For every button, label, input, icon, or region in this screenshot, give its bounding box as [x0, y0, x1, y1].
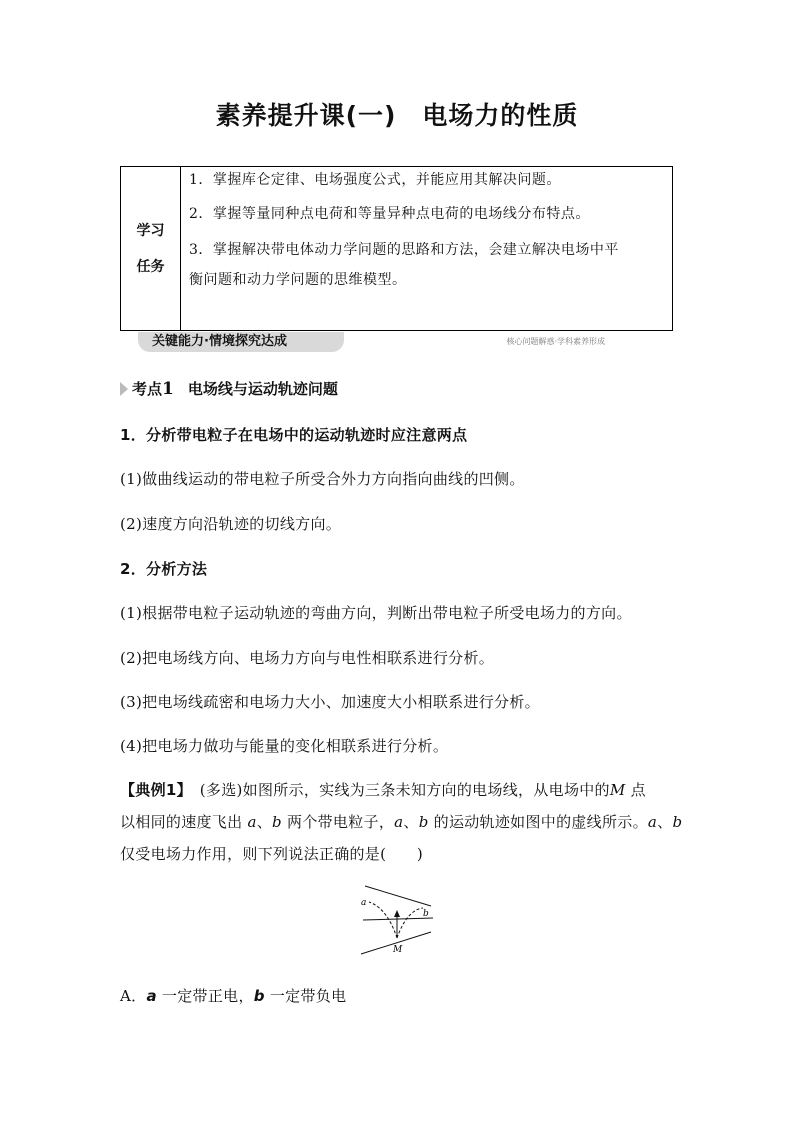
section1-heading: 1．分析带电粒子在电场中的运动轨迹时应注意两点 — [120, 426, 468, 444]
task-item-3-cont: 衡问题和动力学问题的思维模型。 — [189, 272, 407, 288]
learning-tasks-table — [120, 166, 673, 331]
example-text-2a: 以相同的速度飞出 — [120, 813, 248, 831]
example-line-3: 仅受电场力作用，则下列说法正确的是( ) — [120, 845, 424, 863]
section2-item-1: (1)根据带电粒子运动轨迹的弯曲方向，判断出带电粒子所受电场力的方向。 — [120, 604, 632, 622]
band-subtitle: 核心问题解惑·学科素养形成 — [506, 337, 605, 346]
figure-label-M: M — [393, 945, 403, 955]
example-var-a2: a — [394, 813, 404, 831]
example-text-2c: 的运动轨迹如图中的虚线所示。 — [428, 813, 648, 831]
option-a-var-a: a — [146, 987, 157, 1005]
task-item-2: 2．掌握等量同种点电荷和等量异种点电荷的电场线分布特点。 — [189, 206, 590, 222]
arrow-head-icon — [394, 910, 400, 917]
section2-item-2: (2)把电场线方向、电场力方向与电性相联系进行分析。 — [120, 649, 495, 667]
section-band — [120, 332, 673, 354]
task-item-3: 3．掌握解决带电体动力学问题的思路和方法，会建立解决电场中平 — [189, 242, 619, 258]
example-sep2: 、 — [403, 813, 419, 831]
example-var-b: b — [272, 813, 282, 831]
section1-item-1: (1)做曲线运动的带电粒子所受合外力方向指向曲线的凹侧。 — [120, 470, 525, 488]
task-item-1: 1．掌握库仑定律、电场强度公式，并能应用其解决问题。 — [189, 172, 561, 188]
section1-item-2: (2)速度方向沿轨迹的切线方向。 — [120, 515, 342, 533]
option-a — [120, 985, 346, 1006]
example-sep: 、 — [256, 813, 273, 831]
point-heading — [120, 378, 338, 399]
example-line-1 — [120, 779, 646, 800]
example-sep3: 、 — [657, 813, 673, 831]
example-var-b3: b — [672, 813, 683, 831]
learning-tasks-label — [121, 167, 181, 330]
example-text-1b: 点 — [625, 781, 646, 799]
option-a-var-b: b — [253, 987, 265, 1005]
example-text-2b: 两个带电粒子， — [281, 813, 395, 831]
figure-label-a: a — [361, 898, 367, 908]
trajectory-b — [397, 908, 423, 938]
label-line-2: 任务 — [136, 258, 165, 275]
triangle-icon — [120, 382, 128, 396]
section2-heading: 2．分析方法 — [120, 560, 208, 578]
page-title: 素养提升课(一) 电场力的性质 — [215, 101, 579, 130]
example-tag: 【典例1】 — [120, 781, 185, 799]
option-a-text2: 一定带负电 — [264, 987, 347, 1005]
section2-item-3: (3)把电场线疏密和电场力大小、加速度大小相联系进行分析。 — [120, 693, 540, 711]
example-line-2 — [120, 811, 682, 832]
option-a-prefix: A． — [120, 987, 147, 1005]
field-line-top — [365, 886, 431, 906]
label-line-1: 学习 — [136, 222, 165, 239]
figure-label-b: b — [423, 909, 429, 919]
learning-tasks-items — [189, 167, 664, 295]
example-text-1a: (多选)如图所示，实线为三条未知方向的电场线，从电场中的 — [184, 781, 610, 799]
band-title: 关键能力·情境探究达成 — [138, 332, 344, 352]
example-var-b2: b — [418, 813, 429, 831]
example-var-a3: a — [647, 813, 658, 831]
point-title: 电场线与运动轨迹问题 — [187, 380, 338, 398]
point-number: 1 — [162, 378, 174, 399]
example-var-a: a — [247, 813, 257, 831]
example-var-M: M — [609, 781, 626, 799]
option-a-text1: 一定带正电， — [156, 987, 254, 1005]
point-label: 考点 — [132, 380, 163, 398]
field-line-figure — [357, 880, 437, 956]
section2-item-4: (4)把电场力做功与能量的变化相联系进行分析。 — [120, 737, 449, 755]
